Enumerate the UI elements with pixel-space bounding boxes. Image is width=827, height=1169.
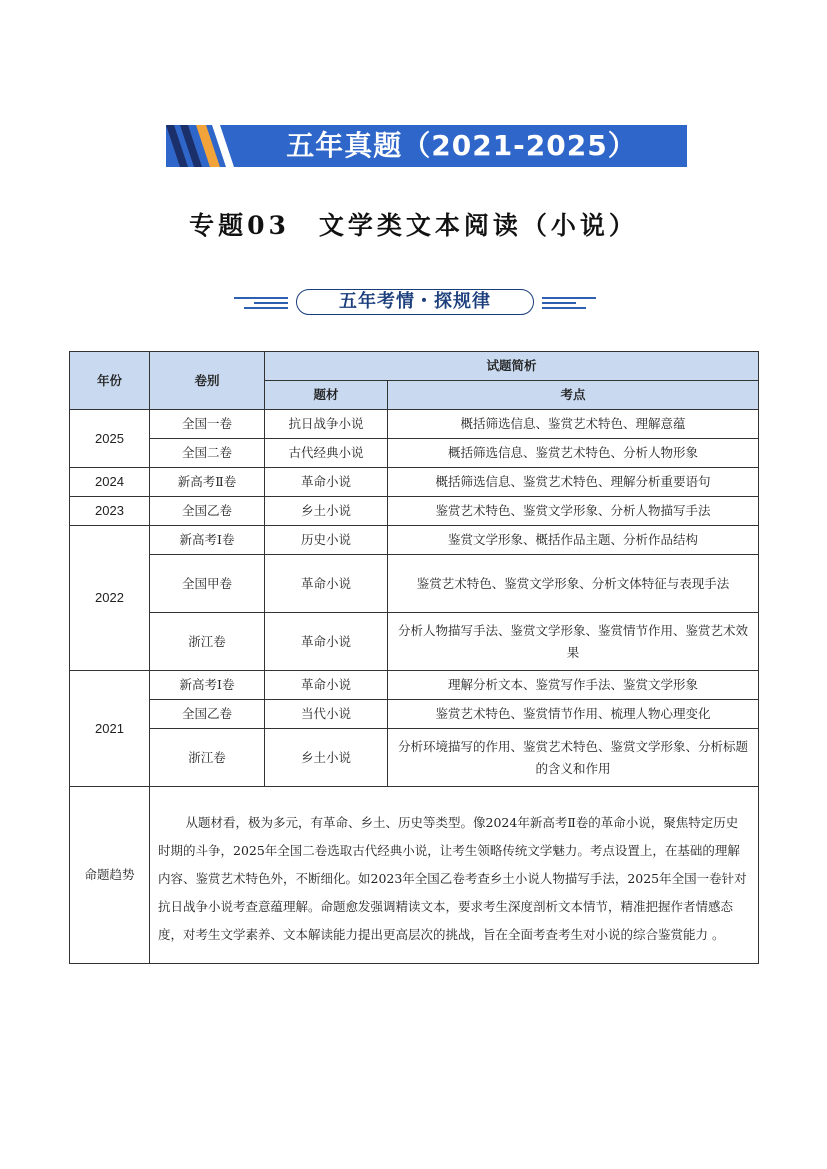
points-cell: 鉴赏艺术特色、鉴赏文学形象、分析文体特征与表现手法	[388, 555, 759, 613]
paper-cell: 全国二卷	[150, 439, 265, 468]
lines-left-decoration	[230, 296, 290, 310]
material-cell: 革命小说	[265, 555, 388, 613]
header-points: 考点	[388, 381, 759, 410]
paper-cell: 新高考Ⅰ卷	[150, 526, 265, 555]
paper-cell: 浙江卷	[150, 729, 265, 787]
title-banner	[166, 125, 687, 167]
year-cell: 2021	[70, 671, 150, 787]
points-cell: 理解分析文本、鉴赏写作手法、鉴赏文学形象	[388, 671, 759, 700]
paper-cell: 新高考Ⅰ卷	[150, 671, 265, 700]
paper-cell: 全国一卷	[150, 410, 265, 439]
material-cell: 革命小说	[265, 671, 388, 700]
header-material: 题材	[265, 381, 388, 410]
year-cell: 2024	[70, 468, 150, 497]
material-cell: 古代经典小说	[265, 439, 388, 468]
year-cell: 2022	[70, 526, 150, 671]
exam-analysis-table	[69, 351, 759, 964]
points-cell: 概括筛选信息、鉴赏艺术特色、理解意蕴	[388, 410, 759, 439]
year-cell: 2025	[70, 410, 150, 468]
points-cell: 概括筛选信息、鉴赏艺术特色、分析人物形象	[388, 439, 759, 468]
table-row	[70, 729, 759, 787]
trend-paragraph: 从题材看，极为多元，有革命、乡土、历史等类型。像2024年新高考Ⅱ卷的革命小说，聚焦特定历史时期的斗争，2025年全国二卷选取古代经典小说，让考生领略传统文学魅力。考点设置上，在基础的理解内容、鉴赏艺术特色外，不断细化。如2023年全国乙卷考查乡土小说人物描写手法，2025年全国一卷针对抗日战争小说考查意蕴理解。命题愈发强调精读文本，要求考生深度剖析文本情节，精准把握作者情感态度，对考生文学素养、文本解读能力提出更高层次的挑战，旨在全面考查考生对小说的综合鉴赏能力 。	[158, 815, 747, 942]
table-row	[70, 613, 759, 671]
material-cell: 当代小说	[265, 700, 388, 729]
points-cell: 概括筛选信息、鉴赏艺术特色、理解分析重要语句	[388, 468, 759, 497]
points-cell: 分析人物描写手法、鉴赏文学形象、鉴赏情节作用、鉴赏艺术效果	[388, 613, 759, 671]
material-cell: 革命小说	[265, 468, 388, 497]
paper-cell: 全国甲卷	[150, 555, 265, 613]
paper-cell: 全国乙卷	[150, 497, 265, 526]
lines-right-decoration	[540, 296, 600, 310]
paper-cell: 全国乙卷	[150, 700, 265, 729]
table-row	[70, 700, 759, 729]
table-row	[70, 439, 759, 468]
trend-label: 命题趋势	[70, 787, 150, 964]
paper-cell: 浙江卷	[150, 613, 265, 671]
material-cell: 抗日战争小说	[265, 410, 388, 439]
trend-row	[70, 787, 759, 964]
paper-cell: 新高考Ⅱ卷	[150, 468, 265, 497]
document-title: 专题03 文学类文本阅读（小说）	[189, 211, 638, 240]
banner-title: 五年真题（2021-2025）	[286, 129, 637, 162]
stripes-decoration	[166, 125, 246, 167]
points-cell: 鉴赏艺术特色、鉴赏情节作用、梳理人物心理变化	[388, 700, 759, 729]
material-cell: 革命小说	[265, 613, 388, 671]
year-cell: 2023	[70, 497, 150, 526]
table-row	[70, 410, 759, 439]
table-row	[70, 526, 759, 555]
material-cell: 乡土小说	[265, 729, 388, 787]
table-row	[70, 555, 759, 613]
trend-cell	[150, 787, 759, 964]
header-year: 年份	[70, 352, 150, 410]
material-cell: 历史小说	[265, 526, 388, 555]
points-cell: 鉴赏文学形象、概括作品主题、分析作品结构	[388, 526, 759, 555]
table-row	[70, 497, 759, 526]
points-cell: 鉴赏艺术特色、鉴赏文学形象、分析人物描写手法	[388, 497, 759, 526]
table-row	[70, 468, 759, 497]
section-header-label: 五年考情・探规律	[296, 289, 534, 315]
material-cell: 乡土小说	[265, 497, 388, 526]
header-paper: 卷别	[150, 352, 265, 410]
header-analysis: 试题简析	[265, 352, 759, 381]
points-cell: 分析环境描写的作用、鉴赏艺术特色、鉴赏文学形象、分析标题的含义和作用	[388, 729, 759, 787]
section-header	[230, 288, 600, 318]
table-row	[70, 671, 759, 700]
